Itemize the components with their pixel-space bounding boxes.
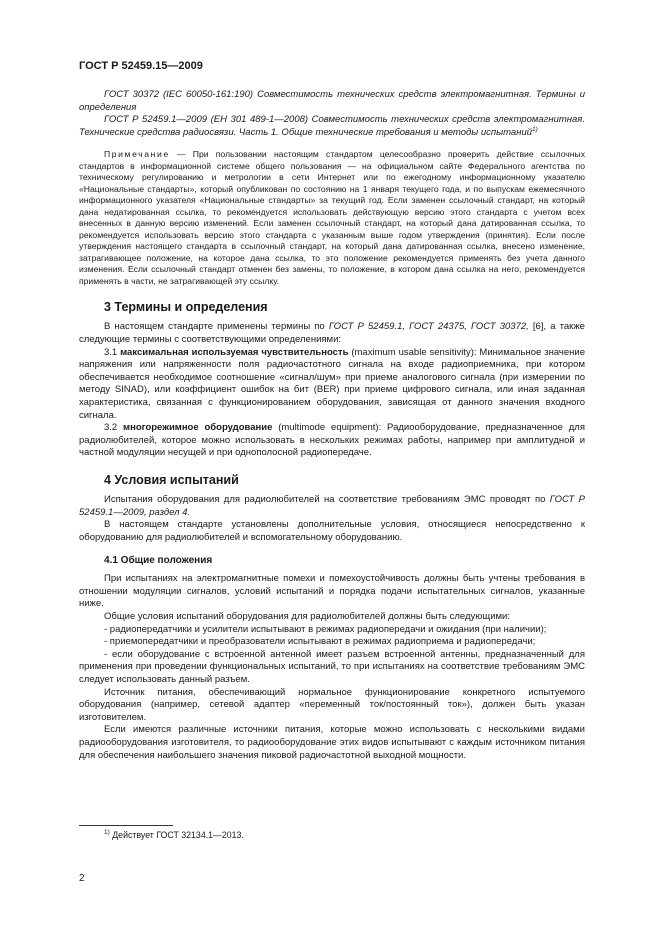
page-number: 2 xyxy=(79,873,85,884)
note-text: — При пользовании настоящим стандартом целесообразно проверить действие ссылочных стандартов в информационной системе общего пользования — на официальном сайте Федерального агентства по техническому регулированию и метрологии в сети Интернет или по ежегодному информационному указателю «Национальные стандарты», который опубликован по состоянию на 1 января текущего года, и по выпускам ежемесячного информационного указателя «Национальные стандарты» за текущий год. Если заменен ссылочный стандарт, на который дана недатированная ссылка, то рекомендуется использовать действующую версию этого стандарта с учетом всех внесенных в данную версию изменений. Если заменен ссылочный стандарт, на который дана датированная ссылка, то рекомендуется использовать версию этого стандарта с указанным выше годом утверждения (принятия). Если после утверждения настоящего стандарта в ссылочный стандарт, на который дана датированная ссылка, внесено изменение, затрагивающее положение, на которое дана ссылка, то это положение рекомендуется применять без учета данного изменения. Если ссылочный стандарт отменен без замены, то положение, в котором дана ссылка на него, рекомендуется применять в части, не затрагивающей эту ссылку. xyxy=(79,149,585,286)
term-definition: 3.2 многорежимное оборудование (multimode equipment): Радиооборудование, предназначенное для радиолюбителей, которое можно использовать в нескольких режимах работы, например при амплитудной и частной модуляции несущей и при однополосной радиопередаче. xyxy=(79,422,585,459)
reference-entry xyxy=(79,114,585,139)
note-paragraph xyxy=(79,149,585,287)
footnote-divider xyxy=(79,825,173,826)
term-name: многорежимное оборудование xyxy=(123,422,273,434)
note-label: Примечание xyxy=(104,149,170,160)
list-item: - если оборудование с встроенной антенной имеет разъем встроенной антенны, предназначенный для применения при проведении функциональных испытаний, то при испытаниях на соответствие требованиям ЭМС следует использовать данный разъем. xyxy=(79,648,585,686)
subsection-heading: 4.1 Общие положения xyxy=(104,555,213,567)
main-content xyxy=(79,89,585,762)
reference-entry: ГОСТ 30372 (IEC 60050-161:190) Совместимость технических средств электромагнитная. Термины и определения xyxy=(79,89,585,113)
paragraph: Если имеются различные источники питания, которые можно использовать с несколькими видами радиооборудования изготовителя, то радиооборудование этих видов испытывают с каждым источником питания для обеспечения наибольшего значения пиковой радиочастотной выходной мощности. xyxy=(79,724,585,761)
section-heading: 4 Условия испытаний xyxy=(104,472,239,487)
cited-standards: ГОСТ Р 52459.1, ГОСТ 24375, ГОСТ 30372, xyxy=(328,321,529,333)
reference-text: ГОСТ Р 52459.1—2009 (ЕН 301 489-1—2008) Совместимость технических средств электромагнитная. Технические средства радиосвязи. Часть 1. Общие технические требования и методы испытаний xyxy=(79,114,585,138)
footnote xyxy=(104,830,244,840)
list-item: - приемопередатчики и преобразователи испытывают в режимах радиоприема и радиопередачи; xyxy=(104,636,536,648)
cited-standards: ГОСТ Р 52459.1—2009, раздел 4. xyxy=(79,493,585,518)
term-name: максимальная используемая чувствительность xyxy=(120,346,349,358)
footnote-marker: 1) xyxy=(532,125,538,133)
footnote-text: Действует ГОСТ 32134.1—2013. xyxy=(109,830,244,840)
document-id: ГОСТ Р 52459.15—2009 xyxy=(79,60,203,72)
paragraph: Испытания оборудования для радиолюбителей на соответствие требованиям ЭМС проводят по ГОСТ Р 52459.1—2009, раздел 4. xyxy=(79,493,585,518)
paragraph: Источник питания, обеспечивающий нормальное функционирование конкретного испытуемого оборудования (например, сетевой адаптер «переменный ток/постоянный ток»), должен быть указан изготовителем. xyxy=(79,686,585,723)
list-item: - радиопередатчики и усилители испытывают в режимах радиопередачи и ожидания (при наличии); xyxy=(104,623,547,635)
paragraph: При испытаниях на электромагнитные помехи и помехоустойчивость должны быть учтены требования в отношении модуляции сигналов, условий испытаний и порядка подачи испытательных сигналов, указанные ниже. xyxy=(79,573,585,610)
section-heading: 3 Термины и определения xyxy=(104,300,268,315)
footnote-marker: 1) xyxy=(104,829,110,836)
term-definition: 3.1 максимальная используемая чувствительность (maximum usable sensitivity): Минимальное значение напряжения или напряженности поля радиочастотного сигнала на входе радиоприемника, при котором обеспечивается необходимое соотношение «сигнал/шум» при приеме аналогового сигнала (при измерении по методу SINAD), или коэффициент ошибок на бит (BER) при приеме цифрового сигнала, или иная заданная характеристика, связанная с функционированием оборудования, зависящая от данного значения входного сигнала. xyxy=(79,346,585,421)
paragraph: В настоящем стандарте установлены дополнительные условия, относящиеся непосредственно к оборудованию для радиолюбителей и вспомогательному оборудованию. xyxy=(79,519,585,543)
paragraph: Общие условия испытаний оборудования для радиолюбителей должны быть следующими: xyxy=(104,611,510,623)
section-intro: В настоящем стандарте применены термины по ГОСТ Р 52459.1, ГОСТ 24375, ГОСТ 30372, [6], а также следующие термины с соответствующими определениями: xyxy=(79,321,585,345)
